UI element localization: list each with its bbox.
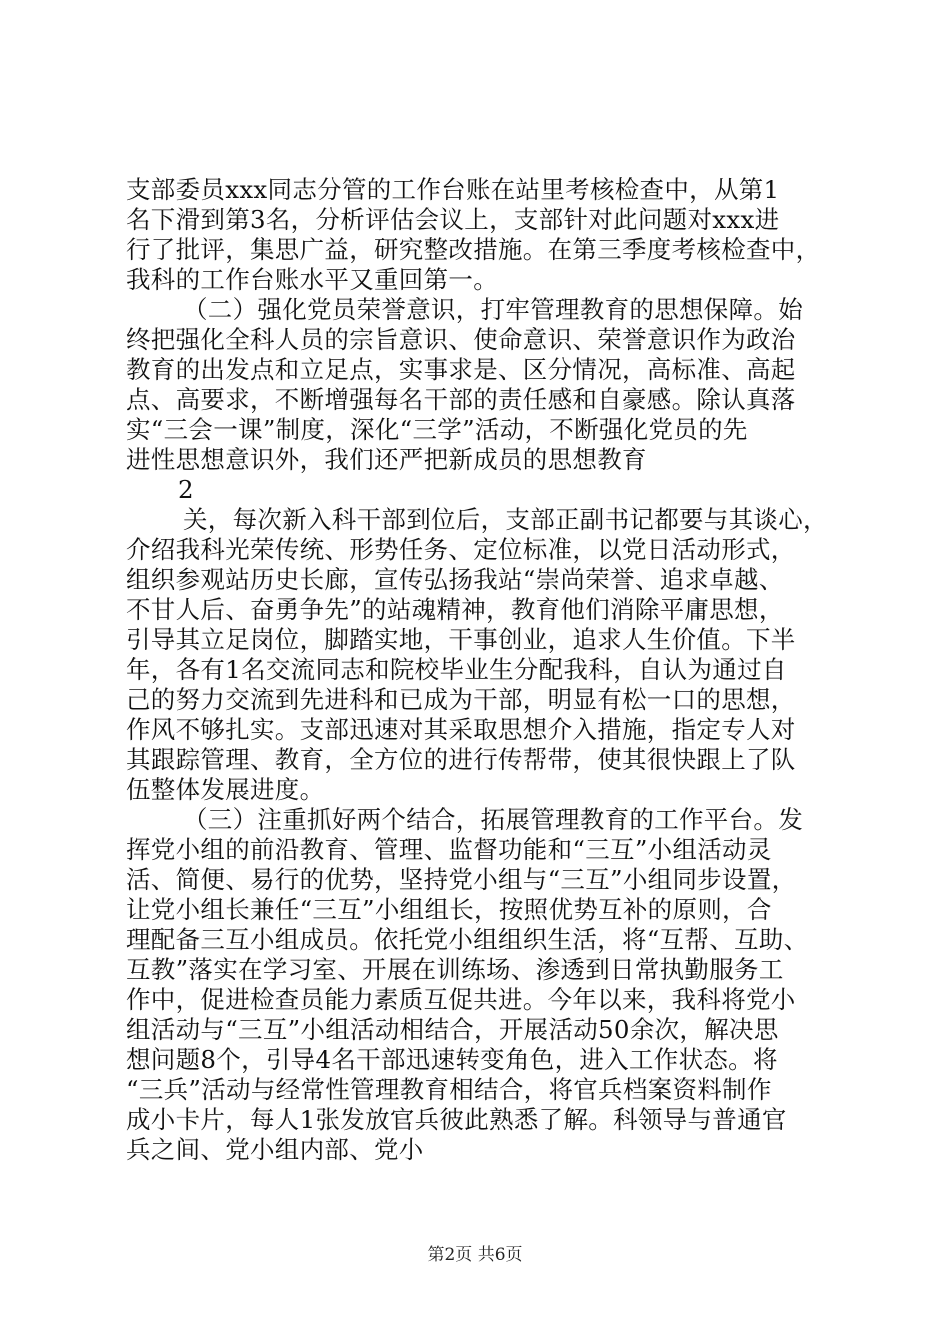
text-line: 理配备三互小组成员。依托党小组组织生活，将“互帮、互助、 (126, 925, 809, 954)
text-line: 不甘人后、奋勇争先”的站魂精神，教育他们消除平庸思想， (126, 595, 784, 624)
text-line: 年，各有1名交流同志和院校毕业生分配我科，自认为通过自 (126, 655, 787, 684)
text-line: 作风不够扎实。支部迅速对其采取思想介入措施，指定专人对 (126, 715, 796, 744)
text-line: 兵之间、党小组内部、党小 (126, 1135, 424, 1164)
text-line: “三兵”活动与经常性管理教育相结合，将官兵档案资料制作 (126, 1075, 772, 1104)
text-line: 引导其立足岗位，脚踏实地，干事创业，追求人生价值。下半 (126, 625, 796, 654)
text-line: 互教”落实在学习室、开展在训练场、渗透到日常执勤服务工 (126, 955, 784, 984)
text-line: 己的努力交流到先进科和已成为干部，明显有松一口的思想， (126, 685, 796, 714)
paragraph-start-line: 关，每次新入科干部到位后，支部正副书记都要与其谈心， (183, 505, 828, 534)
text-line: 点、高要求，不断增强每名干部的责任感和自豪感。除认真落 (126, 385, 796, 414)
text-line: 其跟踪管理、教育，全方位的进行传帮带，使其很快跟上了队 (126, 745, 796, 774)
text-line: 让党小组长兼任“三互”小组组长，按照优势互补的原则，合 (126, 895, 772, 924)
text-line: 终把强化全科人员的宗旨意识、使命意识、荣誉意识作为政治 (126, 325, 796, 354)
text-line: 作中，促进检查员能力素质互促共进。今年以来，我科将党小 (126, 985, 796, 1014)
text-line: 名下滑到第3名，分析评估会议上，支部针对此问题对xxx进 (126, 205, 780, 234)
paragraph-start-line: （三）注重抓好两个结合，拓展管理教育的工作平台。发 (183, 805, 803, 834)
inline-page-number: 2 (178, 475, 194, 504)
text-line: 实“三会一课”制度，深化“三学”活动，不断强化党员的先 (126, 415, 748, 444)
text-line: 我科的工作台账水平又重回第一。 (126, 265, 498, 294)
text-line: 介绍我科光荣传统、形势任务、定位标准，以党日活动形式， (126, 535, 796, 564)
page-number-label: 第2页 共6页 (427, 1245, 523, 1265)
text-line: 组活动与“三互”小组活动相结合，开展活动50余次，解决思 (126, 1015, 779, 1044)
text-line: 组织参观站历史长廊，宣传弘扬我站“崇尚荣誉、追求卓越、 (126, 565, 784, 594)
text-line: 活、简便、易行的优势，坚持党小组与“三互”小组同步设置， (126, 865, 797, 894)
page-footer (0, 1244, 950, 1266)
text-line: 支部委员xxx同志分管的工作台账在站里考核检查中，从第1 (126, 175, 780, 204)
text-line: 想问题8个，引导4名干部迅速转变角色，进入工作状态。将 (126, 1045, 778, 1074)
text-line: 教育的出发点和立足点，实事求是、区分情况，高标准、高起 (126, 355, 796, 384)
body-text (126, 175, 838, 1165)
text-line: 成小卡片，每人1张发放官兵彼此熟悉了解。科领导与普通官 (126, 1105, 787, 1134)
text-line: 行了批评，集思广益，研究整改措施。在第三季度考核检查中， (126, 235, 821, 264)
text-line: 进性思想意识外，我们还严把新成员的思想教育 (126, 445, 647, 474)
text-line: 挥党小组的前沿教育、管理、监督功能和“三互”小组活动灵 (126, 835, 772, 864)
text-line: 伍整体发展进度。 (126, 775, 325, 804)
paragraph-start-line: （二）强化党员荣誉意识，打牢管理教育的思想保障。始 (183, 295, 803, 324)
